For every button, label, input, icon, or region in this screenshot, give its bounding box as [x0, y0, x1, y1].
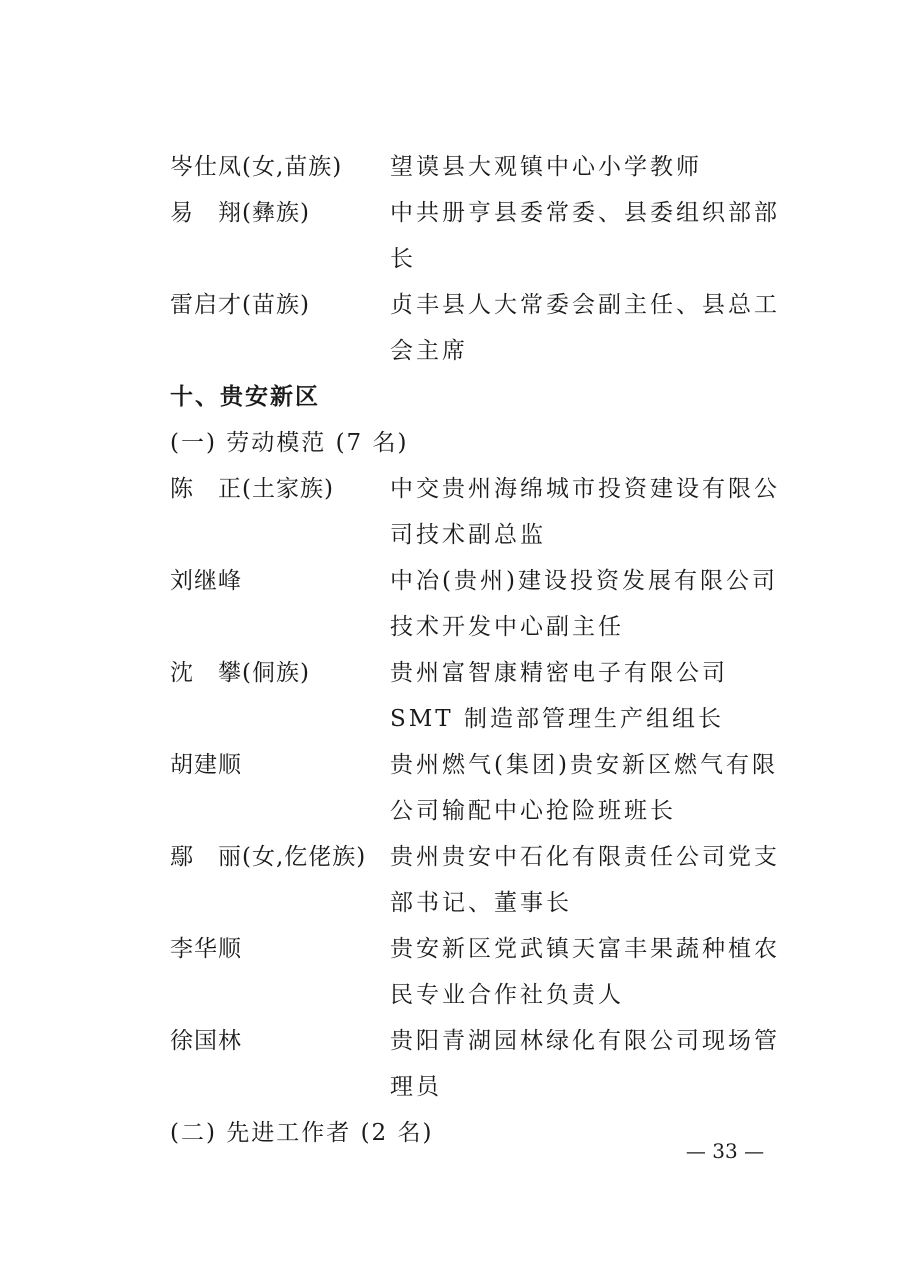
honoree-description: 贵阳青湖园林绿化有限公司现场管理员	[390, 1028, 780, 1100]
honoree-description: 贵安新区党武镇天富丰果蔬种植农民专业合作社负责人	[390, 936, 780, 1008]
honoree-description: 贵州富智康精密电子有限公司 SMT 制造部管理生产组组长	[390, 660, 728, 732]
section-heading: 十、贵安新区	[170, 383, 320, 410]
list-item	[170, 1018, 810, 1110]
honoree-description: 贵州贵安中石化有限责任公司党支部书记、董事长	[390, 844, 780, 916]
honoree-name: 徐国林	[170, 1028, 242, 1054]
list-item	[170, 834, 810, 926]
list-item	[170, 282, 810, 374]
honoree-name: 李华顺	[170, 936, 242, 962]
subsection-heading-model-workers: (一) 劳动模范 (7 名)	[170, 430, 409, 456]
page-number: — 33 —	[685, 1139, 765, 1163]
list-item	[170, 650, 810, 742]
list-item	[170, 742, 810, 834]
list-item	[170, 190, 810, 282]
honoree-name: 易 翔(彝族)	[170, 200, 310, 226]
honoree-name: 胡建顺	[170, 752, 242, 778]
honoree-name: 岑仕凤(女,苗族)	[170, 154, 343, 180]
honoree-description: 中冶(贵州)建设投资发展有限公司技术开发中心副主任	[390, 568, 778, 640]
honoree-description: 望谟县大观镇中心小学教师	[390, 154, 702, 180]
honoree-name: 雷启才(苗族)	[170, 292, 310, 318]
honoree-list	[170, 144, 810, 1156]
honoree-name: 陈 正(土家族)	[170, 476, 334, 502]
honoree-description: 中交贵州海绵城市投资建设有限公司技术副总监	[390, 476, 780, 548]
list-item	[170, 144, 810, 190]
list-item	[170, 926, 810, 1018]
list-item	[170, 558, 810, 650]
subsection-heading-advanced-workers: (二) 先进工作者 (2 名)	[170, 1120, 434, 1146]
honoree-name: 刘继峰	[170, 568, 242, 594]
honoree-name: 沈 攀(侗族)	[170, 660, 310, 686]
list-item	[170, 466, 810, 558]
honoree-description: 贵州燃气(集团)贵安新区燃气有限公司输配中心抢险班班长	[390, 752, 778, 824]
honoree-name: 鄢 丽(女,仡佬族)	[170, 844, 367, 870]
honoree-description: 中共册亨县委常委、县委组织部部长	[390, 200, 780, 272]
honoree-description: 贞丰县人大常委会副主任、县总工会主席	[390, 292, 780, 364]
